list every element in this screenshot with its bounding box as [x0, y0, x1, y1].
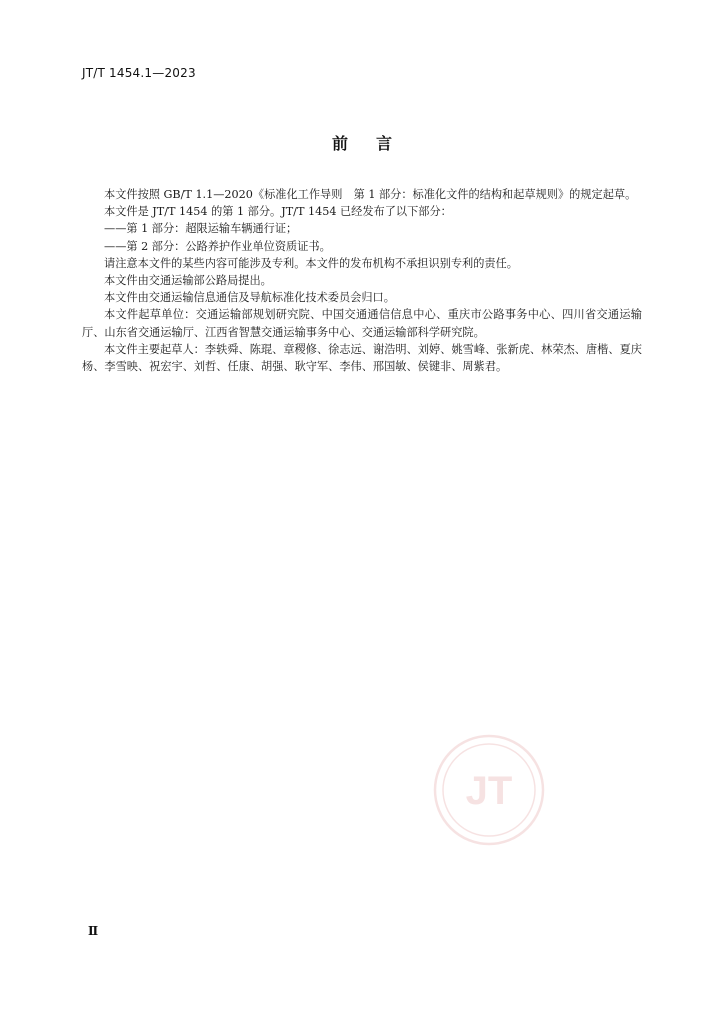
paragraph-drafting-units: 本文件起草单位：交通运输部规划研究院、中国交通通信信息中心、重庆市公路事务中心、四川省交通运输厅、山东省交通运输厅、江西省智慧交通运输事务中心、交通运输部科学研究院。	[82, 308, 642, 339]
list-item-part-2: ——第 2 部分：公路养护作业单位资质证书。	[104, 239, 331, 253]
paragraph-patent-notice: 请注意本文件的某些内容可能涉及专利。本文件的发布机构不承担识别专利的责任。	[104, 256, 518, 270]
paragraph-drafters: 本文件主要起草人：李轶舜、陈琨、章稷修、徐志远、谢浩明、刘婷、姚雪峰、张新虎、林荣杰、唐楷、夏庆杨、李雪映、祝宏宇、刘哲、任康、胡强、耿守军、李伟、邢国敏、侯键非、周紫君。	[82, 342, 642, 374]
page-title: 前言	[331, 134, 420, 153]
jt-watermark-seal	[432, 733, 546, 847]
paragraph-drafting-basis: 本文件按照 GB/T 1.1—2020《标准化工作导则 第 1 部分：标准化文件的结构和起草规则》的规定起草。	[104, 188, 637, 201]
watermark-text: JT	[465, 769, 513, 813]
paragraph-committee: 本文件由交通运输信息通信及导航标准化技术委员会归口。	[104, 291, 395, 305]
paragraph-parts-intro: 本文件是 JT/T 1454 的第 1 部分。JT/T 1454 已经发布了以下部分：	[104, 205, 452, 219]
page-number: Ⅱ	[88, 924, 99, 938]
paragraph-proposer: 本文件由交通运输部公路局提出。	[104, 274, 272, 288]
standard-number: JT/T 1454.1—2023	[82, 66, 196, 80]
foreword-body	[82, 186, 642, 375]
list-item-part-1: ——第 1 部分：超限运输车辆通行证；	[104, 222, 298, 236]
